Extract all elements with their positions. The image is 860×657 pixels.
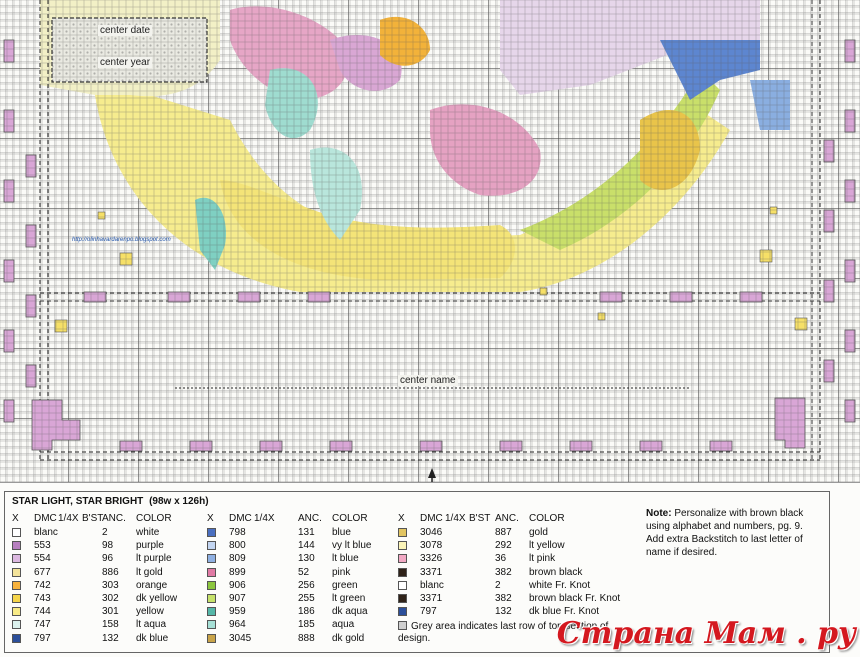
legend-swatch — [12, 528, 21, 537]
legend-header-2-4: ANC. — [298, 513, 322, 524]
legend-color: lt green — [332, 593, 366, 604]
legend-dmc: 742 — [34, 579, 51, 591]
legend-color: dk gold — [332, 632, 365, 644]
legend-dmc: 800 — [229, 540, 246, 552]
legend-swatch — [398, 528, 407, 537]
legend-color: vy lt blue — [332, 540, 372, 552]
legend-anc: 382 — [495, 593, 512, 604]
legend-header-3-1: DMC — [420, 513, 443, 524]
legend-anc: 144 — [298, 540, 315, 552]
legend-color: blue — [332, 527, 351, 538]
legend-anc: 382 — [495, 566, 512, 578]
legend-swatch — [12, 541, 21, 550]
legend-swatch — [12, 620, 21, 629]
legend-anc: 292 — [495, 540, 512, 552]
legend-swatch — [207, 594, 216, 603]
center-year-label: center year — [100, 57, 151, 68]
legend-dmc: blanc — [420, 579, 444, 591]
legend-anc: 186 — [298, 606, 315, 618]
legend-header-1-0: X — [12, 513, 19, 524]
legend-swatch — [398, 554, 407, 563]
legend-color: lt blue — [332, 553, 359, 565]
legend-swatch — [207, 554, 216, 563]
legend-color: pink — [332, 566, 351, 578]
legend-panel — [0, 482, 860, 657]
center-name-label: center name — [400, 375, 456, 386]
legend-color: dk yellow — [136, 593, 178, 604]
legend-color: dk blue Fr. Knot — [529, 606, 600, 618]
legend-header-1-1: DMC — [34, 513, 57, 524]
note-label: Note: — [646, 508, 672, 519]
legend-header-1-2: 1/4X — [58, 513, 79, 524]
legend-swatch — [398, 541, 407, 550]
legend-anc: 887 — [495, 527, 512, 538]
legend-dmc: 747 — [34, 619, 51, 631]
legend-anc: 132 — [102, 632, 119, 644]
legend-color: brown black Fr. Knot — [529, 593, 621, 604]
legend-color: lt gold — [136, 566, 163, 578]
legend-color: lt pink — [529, 553, 556, 565]
legend-header-3-2: 1/4X — [445, 513, 466, 524]
legend-dmc: 798 — [229, 527, 246, 538]
legend-dmc: 907 — [229, 593, 246, 604]
legend-header-1-5: COLOR — [136, 513, 172, 524]
legend-anc: 2 — [495, 579, 501, 591]
legend-anc: 36 — [495, 553, 507, 565]
legend-color: white Fr. Knot — [529, 579, 591, 591]
legend-dmc: 3046 — [420, 527, 443, 538]
legend-swatch — [207, 541, 216, 550]
legend-dmc: 3371 — [420, 593, 443, 604]
legend-anc: 98 — [102, 540, 114, 552]
legend-dmc: 797 — [34, 632, 51, 644]
legend-color: aqua — [332, 619, 355, 631]
legend-swatch — [398, 607, 407, 616]
legend-anc: 158 — [102, 619, 119, 631]
legend-title-text: STAR LIGHT, STAR BRIGHT — [12, 496, 144, 507]
legend-swatch — [398, 581, 407, 590]
legend-swatch — [12, 594, 21, 603]
legend-dmc: 3371 — [420, 566, 443, 578]
legend-anc: 886 — [102, 566, 119, 578]
legend-swatch — [207, 620, 216, 629]
legend-anc: 303 — [102, 579, 119, 591]
legend-color: green — [332, 579, 358, 591]
legend-color: dk aqua — [332, 606, 368, 618]
legend-swatch — [207, 607, 216, 616]
legend-title — [12, 496, 209, 507]
legend-header-3-0: X — [398, 513, 405, 524]
legend-dmc: 809 — [229, 553, 246, 565]
legend-anc: 888 — [298, 632, 315, 644]
legend-anc: 130 — [298, 553, 315, 565]
legend-anc: 256 — [298, 579, 315, 591]
legend-anc: 132 — [495, 606, 512, 618]
legend-dmc: 3326 — [420, 553, 443, 565]
legend-color: white — [136, 527, 160, 538]
legend-dmc: 677 — [34, 566, 51, 578]
legend-dmc: 554 — [34, 553, 51, 565]
legend-header-2-2: 1/4X — [254, 513, 275, 524]
legend-color: lt yellow — [529, 540, 565, 552]
note-text: Personalize with brown black using alphabet and numbers, pg. 9. Add extra Backstitch to last letter of name if desired. — [646, 508, 804, 558]
legend-header-2-0: X — [207, 513, 214, 524]
legend-dmc: 797 — [420, 606, 437, 618]
legend-swatch — [207, 634, 216, 643]
legend-dmc: 906 — [229, 579, 246, 591]
legend-dmc: 959 — [229, 606, 246, 618]
legend-swatch — [12, 607, 21, 616]
legend-anc: 302 — [102, 593, 119, 604]
legend-anc: 301 — [102, 606, 119, 618]
legend-header-3-4: ANC. — [495, 513, 519, 524]
blog-url: http://olinhavardarenpo.blogspot.com — [72, 237, 171, 243]
legend-swatch — [12, 581, 21, 590]
legend-header-2-1: DMC — [229, 513, 252, 524]
center-date-label: center date — [100, 25, 151, 36]
legend-dmc: 3078 — [420, 540, 443, 552]
legend-anc: 52 — [298, 566, 310, 578]
legend-swatch — [207, 528, 216, 537]
note-block — [646, 507, 816, 559]
legend-swatch — [12, 568, 21, 577]
legend-header-3-5: COLOR — [529, 513, 565, 524]
legend-dmc: 3045 — [229, 632, 252, 644]
legend-header-2-5: COLOR — [332, 513, 368, 524]
legend-dmc: 964 — [229, 619, 246, 631]
legend-color: brown black — [529, 566, 583, 578]
legend-header-1-3: B'ST — [82, 513, 104, 524]
legend-header-3-3: B'ST — [469, 513, 491, 524]
legend-dmc: 744 — [34, 606, 51, 618]
legend-color: purple — [136, 540, 164, 552]
legend-color: lt purple — [136, 553, 172, 565]
legend-dmc: 899 — [229, 566, 246, 578]
legend-anc: 2 — [102, 527, 108, 538]
legend-color: dk blue — [136, 632, 169, 644]
legend-size: (98w x 126h) — [149, 496, 209, 507]
legend-color: orange — [136, 579, 168, 591]
legend-dmc: 553 — [34, 540, 51, 552]
legend-swatch — [207, 568, 216, 577]
grey-note-text: Grey area indicates last row of top section of design. — [398, 621, 609, 644]
legend-anc: 131 — [298, 527, 315, 538]
legend-anc: 255 — [298, 593, 315, 604]
legend-dmc: 743 — [34, 593, 51, 604]
legend-swatch — [12, 634, 21, 643]
legend-dmc: blanc — [34, 527, 58, 538]
grey-swatch — [398, 621, 407, 630]
legend-header-1-4: ANC. — [102, 513, 126, 524]
legend-swatch — [398, 568, 407, 577]
legend-swatch — [398, 594, 407, 603]
legend-color: gold — [529, 527, 548, 538]
legend-swatch — [12, 554, 21, 563]
legend-color: lt aqua — [136, 619, 167, 631]
legend-swatch — [207, 581, 216, 590]
legend-anc: 96 — [102, 553, 114, 565]
watermark: Страна Мам . ру — [556, 616, 856, 651]
legend-color: yellow — [136, 606, 164, 618]
legend-anc: 185 — [298, 619, 315, 631]
